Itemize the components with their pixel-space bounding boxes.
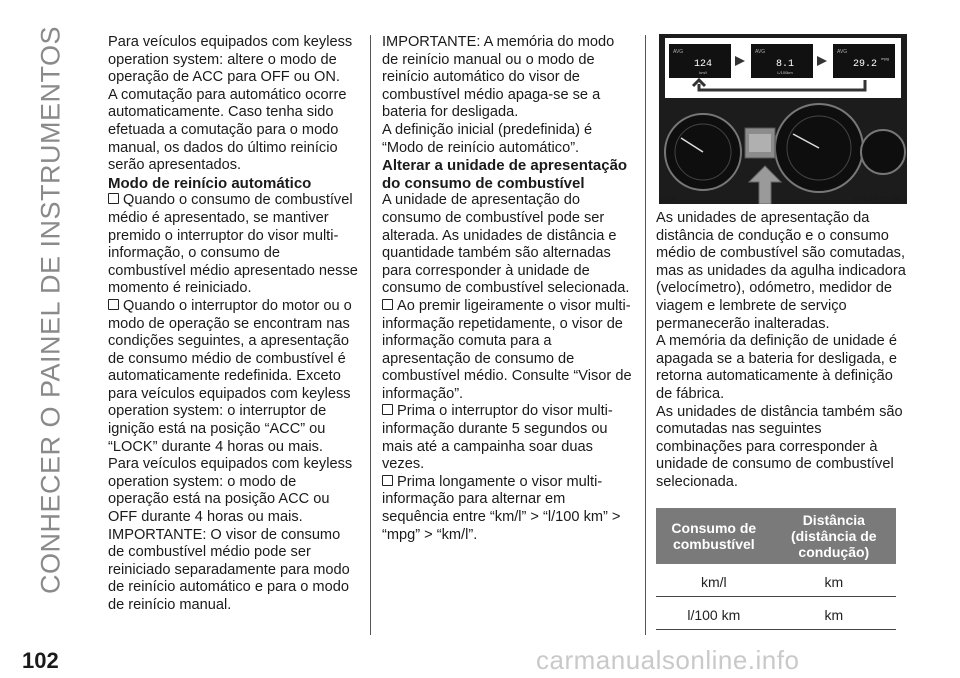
bullet-item: Prima o interruptor do visor multi-informação durante 5 segundos ou mais até a campainha soar duas vezes. bbox=[382, 403, 634, 473]
paragraph: Para veículos equipados com keyless operation system: o modo de operação está na posição ACC ou OFF durante 4 horas ou mais. bbox=[108, 456, 353, 526]
page-number: 102 bbox=[22, 648, 59, 673]
text-column-3 bbox=[656, 210, 908, 492]
paragraph: As unidades de distância também são comutadas nas seguintes combinações para corresponder à unidade de consumo de combustível selecionada. bbox=[656, 403, 903, 490]
units-table bbox=[656, 508, 896, 630]
column-divider-1 bbox=[370, 35, 371, 635]
table-header: Consumo de combustível bbox=[656, 508, 772, 564]
watermark: carmanualsonline.info bbox=[536, 645, 800, 675]
instrument-cluster-figure bbox=[659, 34, 907, 204]
figure-number: 188 bbox=[659, 195, 676, 206]
svg-text:AVG: AVG bbox=[755, 49, 766, 55]
paragraph: IMPORTANTE: O visor de consumo de combustível médio pode ser reiniciado separadamente para modo de reinício automático e para o modo de reinício manual. bbox=[108, 526, 350, 613]
paragraph: IMPORTANTE: A memória do modo de reinício manual ou o modo de reinício automático do visor de combustível médio apaga-se se a bateria for desligada. bbox=[382, 34, 615, 121]
table-cell: km/l bbox=[656, 564, 772, 597]
table-header: Distância (distância de condução) bbox=[772, 508, 896, 564]
table-row bbox=[656, 564, 896, 597]
screen3-value: 29.2 bbox=[852, 59, 878, 70]
text-column-2 bbox=[382, 34, 634, 544]
svg-text:AVG: AVG bbox=[837, 49, 848, 55]
paragraph: Para veículos equipados com keyless operation system: altere o modo de operação de ACC para OFF ou ON. bbox=[108, 34, 353, 86]
column-divider-2 bbox=[645, 35, 646, 635]
figure-caption bbox=[659, 195, 907, 206]
bullet-item: Ao premir ligeiramente o visor multi-informação repetidamente, o visor de informação comuta para a apresentação de consumo de combustível médio. Consulte “Visor de informação”. bbox=[382, 298, 634, 404]
paragraph: A comutação para automático ocorre automaticamente. Caso tenha sido efetuada a comutação para o modo manual, os dados do último reinício serão apresentados. bbox=[108, 86, 347, 174]
screen1-unit: km/l bbox=[699, 70, 707, 75]
paragraph: A unidade de apresentação do consumo de combustível pode ser alterada. As unidades de distância e quantidade também são alternadas para corresponder à unidade de consumo de combustível selecionada. bbox=[382, 192, 630, 297]
screen1-value: 124 bbox=[693, 59, 713, 70]
svg-text:AVG: AVG bbox=[673, 49, 684, 55]
screen2-value: 8.1 bbox=[775, 59, 795, 70]
screen2-unit: L/100km bbox=[777, 70, 793, 75]
paragraph: A definição inicial (predefinida) é “Modo de reinício automático”. bbox=[382, 121, 593, 156]
section-side-title: CONHECER O PAINEL DE INSTRUMENTOS bbox=[35, 25, 66, 595]
text-column-1 bbox=[108, 34, 360, 615]
paragraph: A memória da definição de unidade é apagada se a bateria for desligada, e retorna automaticamente à definição de fábrica. bbox=[656, 333, 897, 402]
section-heading: Alterar a unidade de apresentação do consumo de combustível bbox=[382, 157, 628, 192]
bullet-item: Prima longamente o visor multi-informação para alternar em sequência entre “km/l” > “l/100 km” > “mpg” > “km/l”. bbox=[382, 474, 634, 544]
paragraph: As unidades de apresentação da distância de condução e o consumo médio de combustível são comutadas, mas as unidades da agulha indicadora (velocímetro), odómetro, medidor de viagem e lembrete de serviço permanecerão inalteradas. bbox=[656, 210, 906, 332]
bullet-item: Quando o consumo de combustível médio é apresentado, se mantiver premido o interruptor do visor multi-informação, o consumo de combustível médio apresentado nesse momento é reiniciado. bbox=[108, 192, 360, 298]
screen3-unit: mpg bbox=[881, 56, 889, 61]
instrument-cluster-illustration bbox=[659, 34, 907, 204]
table-row bbox=[656, 597, 896, 630]
table-cell: l/100 km bbox=[656, 597, 772, 630]
table-cell: km bbox=[772, 597, 896, 630]
table-cell: km bbox=[772, 564, 896, 597]
bullet-item: Quando o interruptor do motor ou o modo de operação se encontram nas condições seguintes, a apresentação de consumo médio de combustível é automaticamente redefinida. Exceto para veículos equipados com keyless operation system: o interruptor de ignição está na posição “ACC” ou “LOCK” durante 4 horas ou mais. bbox=[108, 298, 360, 456]
figure-code: AHA101367 bbox=[851, 195, 907, 206]
section-heading: Modo de reinício automático bbox=[108, 174, 312, 192]
